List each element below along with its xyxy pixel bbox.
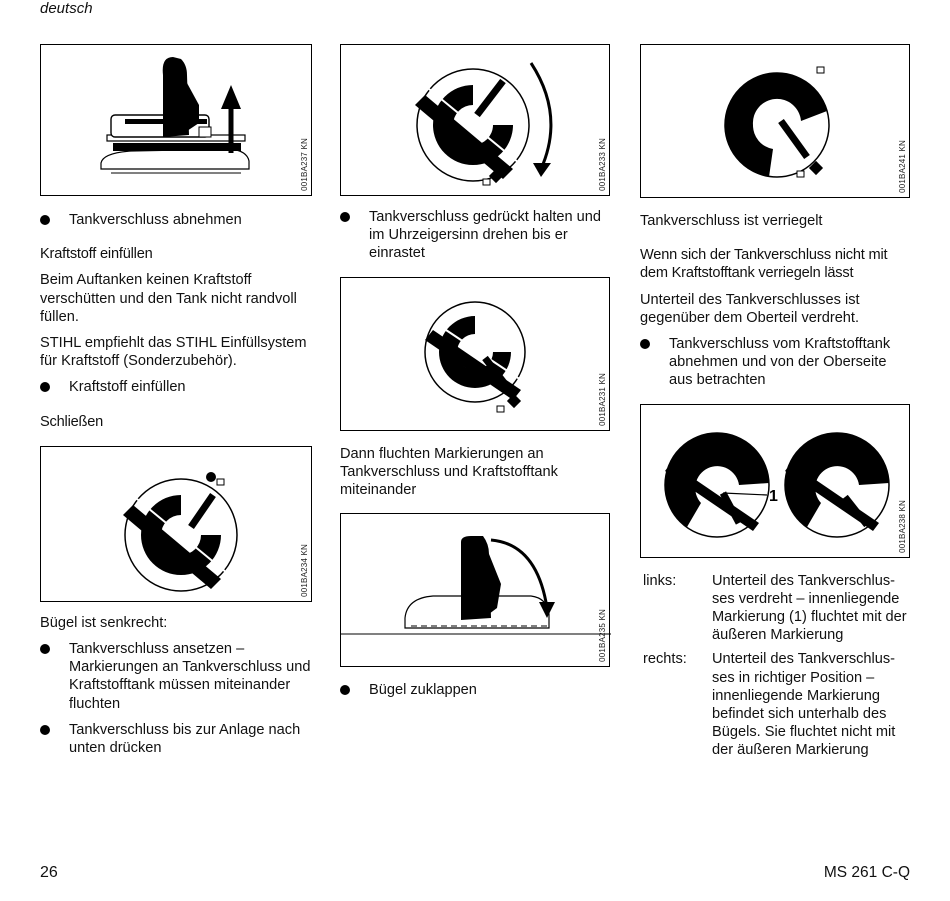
column-3 <box>640 44 912 760</box>
figure-attach-cap <box>40 446 312 602</box>
figure-code: 001BA235 KN <box>598 609 607 663</box>
figure-code: 001BA231 KN <box>598 372 607 426</box>
cap-lift-illustration <box>41 45 313 197</box>
figure-fold-bugel <box>340 513 610 667</box>
figure-locked-cap <box>640 44 910 198</box>
para-bugel: Bügel ist senkrecht: <box>40 614 168 631</box>
para-twisted: Unterteil des Tankverschlusses ist gegenüber dem Oberteil verdreht. <box>640 291 860 326</box>
para-locked: Tankverschluss ist verriegelt <box>640 213 823 229</box>
bullet-fill-fuel: Kraftstoff einfüllen <box>40 378 312 396</box>
heading-close: Schließen <box>40 413 104 430</box>
figure-code: 001BA234 KN <box>300 543 309 597</box>
cap-aligned-illustration <box>341 278 611 432</box>
heading-not-locking: Wenn sich der Tankverschluss nicht mit dem Kraftstofftank verriegeln lässt <box>640 247 888 282</box>
bullet-fold-bugel: Bügel zuklappen <box>340 681 612 699</box>
desc-right: Unterteil des Tankverschlus-ses in richtiger Position – innenliegende Markierung befindet sich unterhalb des Bügels. Sie fluchtet nicht mit der äußeren Markierung <box>712 651 896 759</box>
callout-1: 1 <box>769 487 778 505</box>
definition-list <box>640 572 912 760</box>
desc-left: Unterteil des Tankverschlus-ses verdreht – innenliegende Markierung (1) fluchtet mit der äußeren Markierung <box>712 572 907 644</box>
figure-code: 001BA241 KN <box>898 140 907 193</box>
model-name: MS 261 C-Q <box>823 864 910 881</box>
column-2 <box>340 44 612 699</box>
bullet-remove-cap: Tankverschluss abnehmen <box>40 211 312 229</box>
bullet-turn-cap: Tankverschluss gedrückt halten und im Uhrzeigersinn drehen bis er einrastet <box>340 208 612 263</box>
document-language: deutsch <box>40 0 93 17</box>
para-refuel: Beim Auftanken keinen Kraftstoff verschütten und den Tank nicht randvoll füllen. <box>40 272 297 325</box>
term-left: links: <box>643 572 677 589</box>
heading-refuel: Kraftstoff einfüllen <box>40 246 153 263</box>
figure-aligned-cap <box>340 277 610 431</box>
figure-code: 001BA233 KN <box>598 138 607 191</box>
figure-code: 001BA238 KN <box>898 499 907 553</box>
bugel-fold-illustration <box>341 514 611 668</box>
term-right: rechts: <box>643 651 687 668</box>
figure-code: 001BA237 KN <box>300 138 309 191</box>
bullet-attach-cap: Tankverschluss ansetzen – Markierungen an Tankverschluss und Kraftstofftank müssen miteinander fluchten <box>40 640 312 713</box>
page-number: 26 <box>40 864 58 881</box>
cap-compare-illustration <box>641 405 911 559</box>
cap-locked-illustration <box>641 45 911 199</box>
para-stihl: STIHL empfiehlt das STIHL Einfüllsystem für Kraftstoff (Sonderzubehör). <box>40 335 307 370</box>
cap-attach-illustration <box>41 447 313 603</box>
figure-compare-caps <box>640 404 910 558</box>
cap-turn-illustration <box>341 45 611 197</box>
column-1 <box>40 44 312 757</box>
bullet-press-cap: Tankverschluss bis zur Anlage nach unten drücken <box>40 721 312 757</box>
figure-remove-cap <box>40 44 312 196</box>
bullet-inspect-cap: Tankverschluss vom Kraftstofftank abnehmen und von der Oberseite aus betrachten <box>640 335 912 390</box>
figure-turn-cap <box>340 44 610 196</box>
para-align: Dann fluchten Markierungen an Tankverschluss und Kraftstofftank miteinander <box>340 445 558 499</box>
